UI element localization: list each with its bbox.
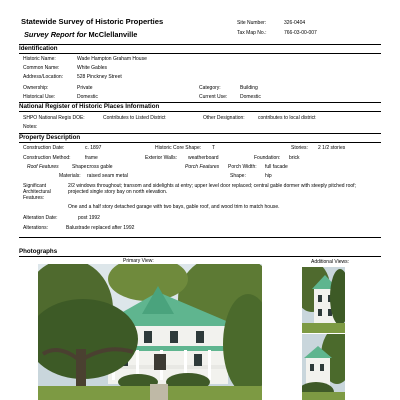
construction-date-label: Construction Date: xyxy=(23,145,65,151)
alteration-date-value: post 1992 xyxy=(78,215,100,221)
notes-label: Notes: xyxy=(23,124,38,130)
property-divider xyxy=(19,142,381,143)
additional-photo-2-image xyxy=(302,334,345,400)
address-value: 528 Pinckney Street xyxy=(77,74,122,80)
materials-value: raised seam metal xyxy=(87,173,128,179)
photographs-divider xyxy=(19,256,381,257)
address-label: Address/Location: xyxy=(23,74,64,80)
porch-width-value: full facade xyxy=(265,164,288,170)
porch-shape-value: hip xyxy=(265,173,272,179)
historical-use-label: Historical Use: xyxy=(23,94,56,100)
construction-date-value: c. 1897 xyxy=(85,145,102,151)
other-designation-label: Other Designation: xyxy=(203,115,245,121)
significant-features-label-2: Architectural xyxy=(23,189,51,195)
report-subtitle-place: McClellanville xyxy=(88,30,138,39)
historic-name-label: Historic Name: xyxy=(23,56,56,62)
porch-shape-label: Shape: xyxy=(230,173,246,179)
category-value: Building xyxy=(240,85,258,91)
identification-heading: Identification xyxy=(19,45,58,52)
photographs-heading: Photographs xyxy=(19,248,58,255)
common-name-label: Common Name: xyxy=(23,65,60,71)
porch-width-label: Porch Width: xyxy=(228,164,257,170)
historical-use-value: Domestic xyxy=(77,94,98,100)
ownership-value: Private xyxy=(77,85,93,91)
header-divider xyxy=(19,44,381,45)
porch-features-label: Porch Features xyxy=(185,164,220,170)
exterior-walls-label: Exterior Walls: xyxy=(145,155,178,161)
additional-photo-1 xyxy=(302,267,345,333)
identification-divider xyxy=(19,53,381,54)
foundation-label: Foundation: xyxy=(254,155,281,161)
alterations-label: Alterations: xyxy=(23,225,49,231)
site-number-value: 326-0404 xyxy=(284,20,306,26)
significant-features-label-3: Features: xyxy=(23,195,45,201)
report-subtitle-prefix: Survey Report for xyxy=(24,30,87,39)
common-name-value: White Gables xyxy=(77,65,108,71)
report-subtitle xyxy=(24,30,137,39)
materials-label: Materials: xyxy=(59,173,81,179)
photos-top-divider xyxy=(19,237,381,238)
report-title: Statewide Survey of Historic Properties xyxy=(21,17,164,26)
additional-photo-1-image xyxy=(302,267,345,333)
stories-value: 2 1/2 stories xyxy=(318,145,346,151)
tax-map-value: 766-03-00-007 xyxy=(284,30,317,36)
roof-shape-value: cross gable xyxy=(87,164,113,170)
primary-photo-image xyxy=(38,264,262,400)
other-designation-value: contributes to local district xyxy=(258,115,316,121)
alterations-value: Balustrade replaced after 1992 xyxy=(66,225,135,231)
roof-features-label: Roof Features xyxy=(27,164,59,170)
nr-divider xyxy=(19,111,381,112)
additional-views-label: Additional Views: xyxy=(311,259,349,265)
outbuilding-value: One and a half story detached garage with two bays, gable roof, and wood trim to match house. xyxy=(68,204,280,210)
historic-core-label: Historic Core Shape: xyxy=(155,145,202,151)
construction-method-label: Construction Method: xyxy=(23,155,71,161)
property-heading: Property Description xyxy=(19,134,81,141)
stories-label: Stories: xyxy=(291,145,308,151)
significant-features-value: 2/2 windows throughout; transom and sidelights at entry; upper level door replaced; central gable dormer with steeply pitched roof; projected single story bay on north elevation. xyxy=(68,183,356,195)
ownership-label: Ownership: xyxy=(23,85,49,91)
current-use-value: Domestic xyxy=(240,94,261,100)
construction-method-value: frame xyxy=(85,155,98,161)
historic-core-value: T xyxy=(212,145,216,151)
significant-features-label-1: Significant xyxy=(23,183,47,189)
shpo-label: SHPO National Regis DOE: xyxy=(23,115,85,121)
shpo-value: Contributes to Listed District xyxy=(103,115,166,121)
category-label: Category: xyxy=(199,85,221,91)
tax-map-label: Tax Map No.: xyxy=(237,30,267,36)
alteration-date-label: Alteration Date: xyxy=(23,215,58,221)
roof-shape-label: Shape: xyxy=(72,164,88,170)
foundation-value: brick xyxy=(289,155,300,161)
national-register-heading: National Register of Historic Places Information xyxy=(19,103,160,110)
site-number-label: Site Number: xyxy=(237,20,267,26)
historic-name-value: Wade Hampton Graham House xyxy=(77,56,147,62)
current-use-label: Current Use: xyxy=(199,94,228,100)
additional-photo-2 xyxy=(302,334,345,400)
primary-photo xyxy=(38,264,262,400)
exterior-walls-value: weatherboard xyxy=(188,155,219,161)
primary-view-label: Primary View: xyxy=(123,258,154,264)
